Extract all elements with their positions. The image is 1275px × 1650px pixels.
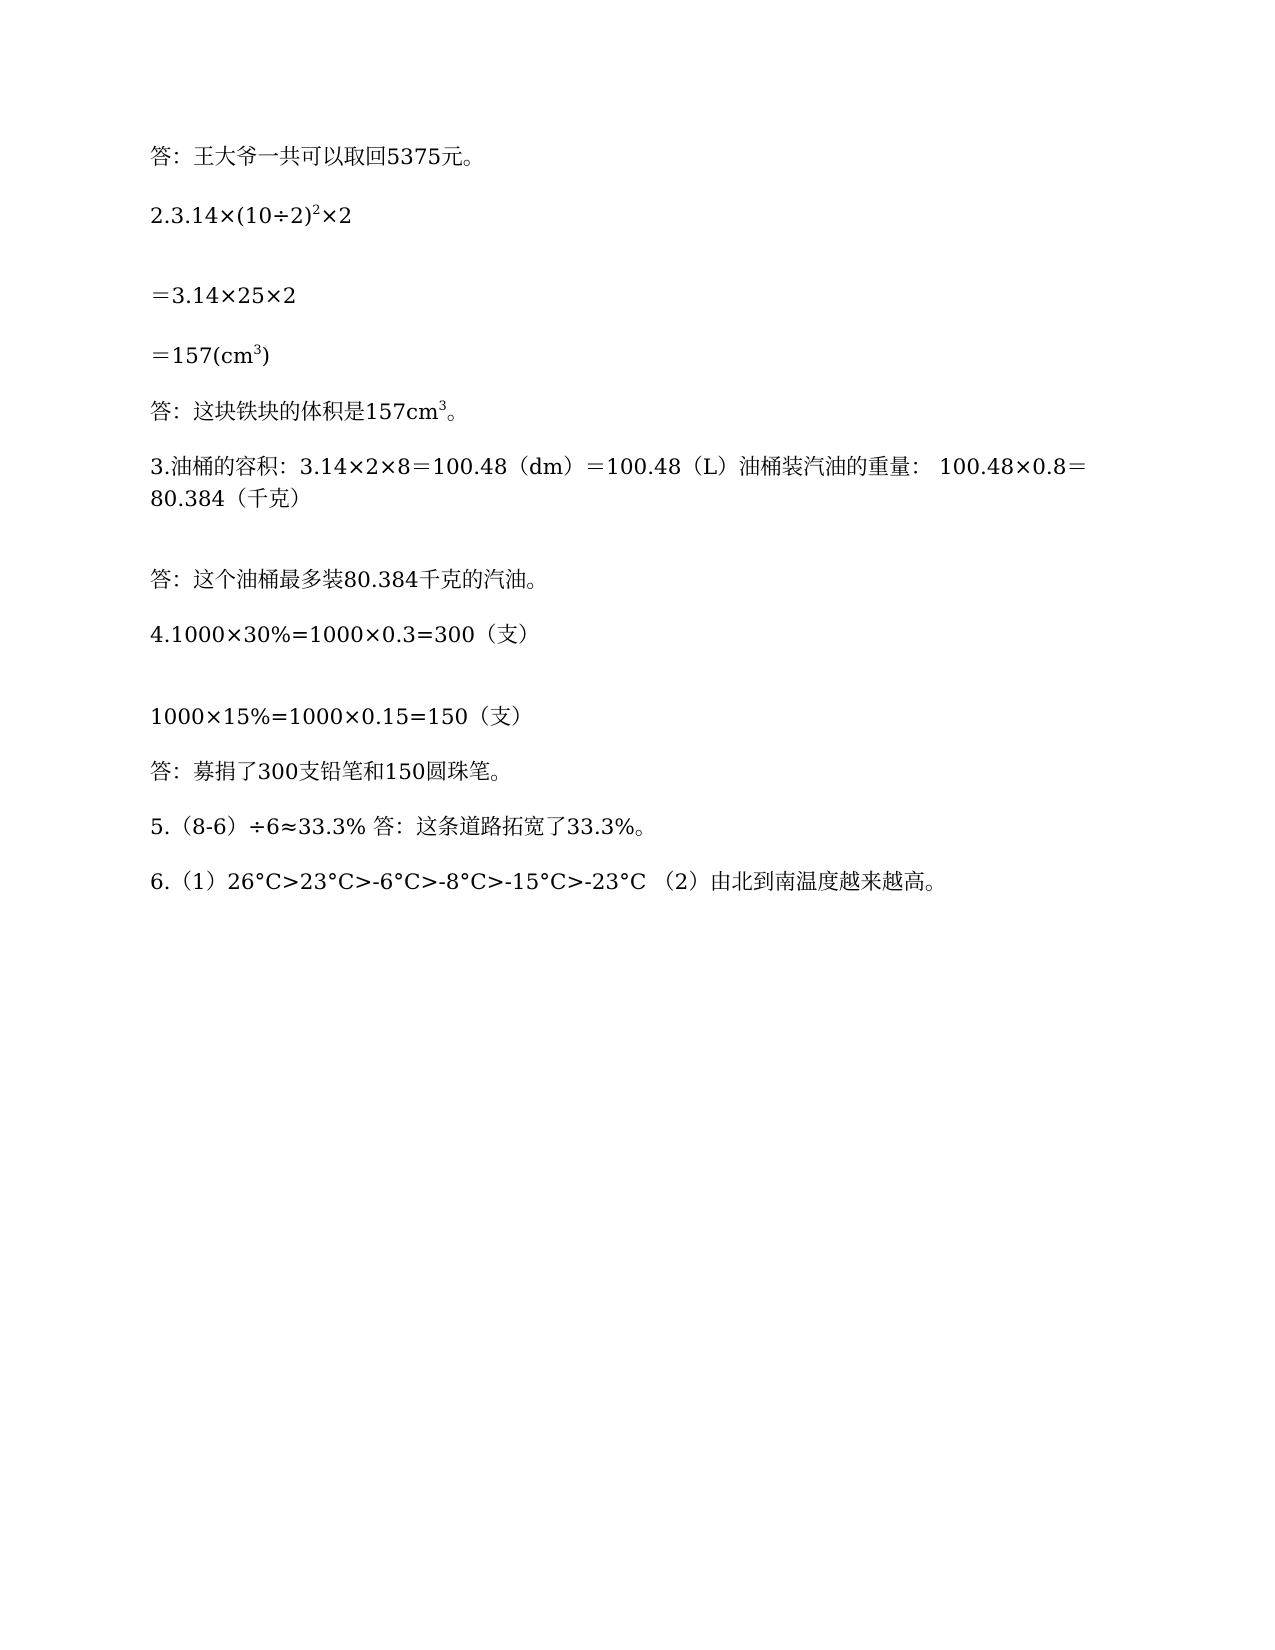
calculation-line-2 xyxy=(150,201,352,233)
exponent: 2 xyxy=(312,203,321,218)
calculation-step-2 xyxy=(150,341,270,373)
calculation-line-5: 5.（8-6）÷6≈33.3% 答：这条道路拓宽了33.3%。 xyxy=(150,815,657,840)
answer-line-4: 答：募捐了300支铅笔和150圆珠笔。 xyxy=(150,760,512,785)
calculation-step-1: ＝3.14×25×2 xyxy=(150,284,297,309)
calculation-line-4b: 1000×15%=1000×0.15=150（支） xyxy=(150,705,533,730)
answer-text: 。 xyxy=(446,400,469,425)
answer-text: 答：这块铁块的体积是157cm xyxy=(150,400,439,425)
answer-line-1: 答：王大爷一共可以取回5375元。 xyxy=(150,145,485,170)
calculation-text: ＝157(cm xyxy=(150,344,254,369)
calculation-text: ) xyxy=(261,344,271,369)
answer-line-2 xyxy=(150,397,468,429)
calculation-text: 2.3.14×(10÷2) xyxy=(150,204,313,229)
calculation-line-3: 3.油桶的容积：3.14×2×8＝100.48（dm）＝100.48（L）油桶装汽油的重量： 100.48×0.8＝80.384（千克） xyxy=(150,455,1088,512)
calculation-line-6: 6.（1）26°C>23°C>-6°C>-8°C>-15°C>-23°C （2）由北到南温度越来越高。 xyxy=(150,870,947,895)
calculation-text: ×2 xyxy=(320,204,353,229)
exponent: 3 xyxy=(438,399,447,414)
exponent: 3 xyxy=(253,343,262,358)
answer-line-3: 答：这个油桶最多装80.384千克的汽油。 xyxy=(150,568,548,593)
calculation-line-4: 4.1000×30%=1000×0.3=300（支） xyxy=(150,623,540,648)
